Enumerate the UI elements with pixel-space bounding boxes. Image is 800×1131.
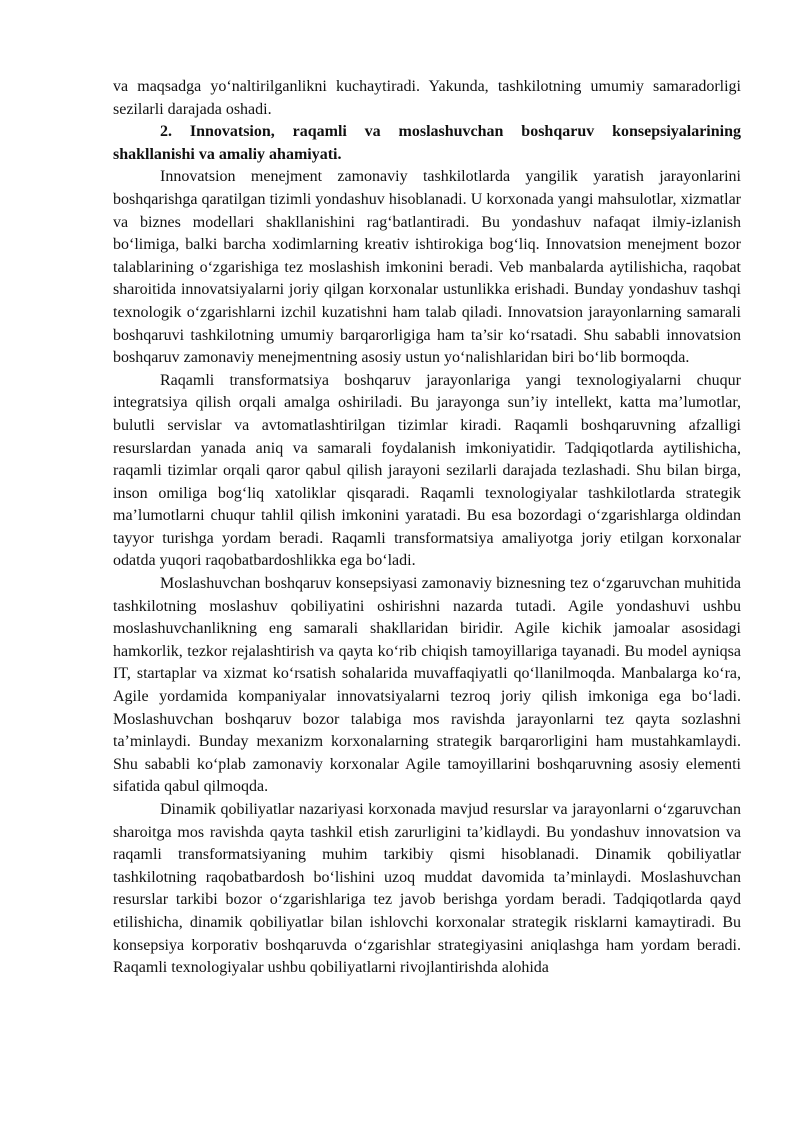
paragraph-agile: Moslashuvchan boshqaruv konsepsiyasi zamonaviy biznesning tez o‘zgaruvchan muhitida tashkilotning moslashuv qobiliyatini oshirishni nazarda tutadi. Agile yondashuvi ushbu moslashuvchanlikning eng samarali shakllaridan biridir. Agile kichik jamoalar asosidagi hamkorlik, tezkor rejalashtirish va qayta ko‘rib chiqish tamoyillariga tayanadi. Bu model ayniqsa IT, startaplar va xizmat ko‘rsatish sohalarida muvaffaqiyatli qo‘llanilmoqda. Manbalarga ko‘ra, Agile yordamida kompaniyalar innovatsiyalarni tezroq joriy qilish imkoniga ega bo‘ladi. Moslashuvchan boshqaruv bozor talabiga mos ravishda jarayonlarni tez qayta sozlashni ta’minlaydi. Bunday mexanizm korxonalarning strategik barqarorligini ham mustahkamlaydi. Shu sababli ko‘plab zamonaviy korxonalar Agile tamoyillarini boshqaruvning asosiy elementi sifatida qabul qilmoqda. bbox=[113, 575, 741, 796]
document-page bbox=[113, 76, 741, 980]
paragraph-digital: Raqamli transformatsiya boshqaruv jarayonlariga yangi texnologiyalarni chuqur integratsiya qilish orqali amalga oshiriladi. Bu jarayonga sun’iy intellekt, katta ma’lumotlar, bulutli servislar va avtomatlashtirilgan tizimlar kiradi. Raqamli boshqaruvning afzalligi resurslardan yanada aniq va samarali foydalanish imkoniyatidir. Tadqiqotlarda aytilishicha, raqamli tizimlar orqali qaror qabul qilish jarayoni sezilarli darajada tezlashadi. Shu bilan birga, inson omiliga bog‘liq xatoliklar qisqaradi. Raqamli texnologiyalar tashkilotlarda strategik ma’lumotlarni chuqur tahlil qilish imkonini yaratadi. Bu esa bozordagi o‘zgarishlarga oldindan tayyor turishga yordam beradi. Raqamli transformatsiya amaliyotga joriy etilgan korxonalar odatda yuqori raqobatbardoshlikka ega bo‘ladi. bbox=[113, 371, 741, 570]
paragraph-innovation: Innovatsion menejment zamonaviy tashkilotlarda yangilik yaratish jarayonlarini boshqarishga qaratilgan tizimli yondashuv hisoblanadi. U korxonada yangi mahsulotlar, xizmatlar va biznes modellari shakllanishini rag‘batlantiradi. Bu yondashuv nafaqat ilmiy-izlanish bo‘limiga, balki barcha xodimlarning kreativ ishtirokiga bog‘liq. Innovatsion menejment bozor talablarining o‘zgarishiga tez moslashish imkonini beradi. Veb manbalarda aytilishicha, raqobat sharoitida innovatsiyalarni joriy qilgan korxonalar ustunlikka erishadi. Bunday yondashuv tashqi texnologik o‘zgarishlarni izchil kuzatishni ham talab qiladi. Innovatsion jarayonlarning samarali boshqaruvi tashkilotning umumiy barqarorligiga ham ta’sir ko‘rsatadi. Shu sababli innovatsion boshqaruv zamonaviy menejmentning asosiy ustun yo‘nalishlaridan biri bo‘lib bormoqda. bbox=[113, 168, 741, 367]
lead-paragraph: va maqsadga yo‘naltirilganlikni kuchaytiradi. Yakunda, tashkilotning umumiy samaradorligi sezilarli darajada oshadi. bbox=[113, 78, 741, 118]
paragraph-dynamic: Dinamik qobiliyatlar nazariyasi korxonada mavjud resurslar va jarayonlarni o‘zgaruvchan sharoitga mos ravishda qayta tashkil etish zarurligini ta’kidlaydi. Bu yondashuv innovatsion va raqamli transformatsiyaning muhim tarkibiy qismi hisoblanadi. Dinamik qobiliyatlar tashkilotning raqobatbardosh bo‘lishini uzoq muddat davomida ta’minlaydi. Moslashuvchan resurslar tarkibi bozor o‘zgarishlariga tez javob berishga yordam beradi. Tadqiqotlarda qayd etilishicha, dinamik qobiliyatlar bilan ishlovchi korxonalar strategik risklarni kamaytiradi. Bu konsepsiya korporativ boshqaruvda o‘zgarishlar strategiyasini aniqlashga ham yordam beradi. Raqamli texnologiyalar ushbu qobiliyatlarni rivojlantirishda alohida bbox=[113, 801, 741, 977]
section-heading: 2. Innovatsion, raqamli va moslashuvchan boshqaruv konsepsiyalarining shakllanishi va amaliy ahamiyati. bbox=[113, 123, 741, 163]
